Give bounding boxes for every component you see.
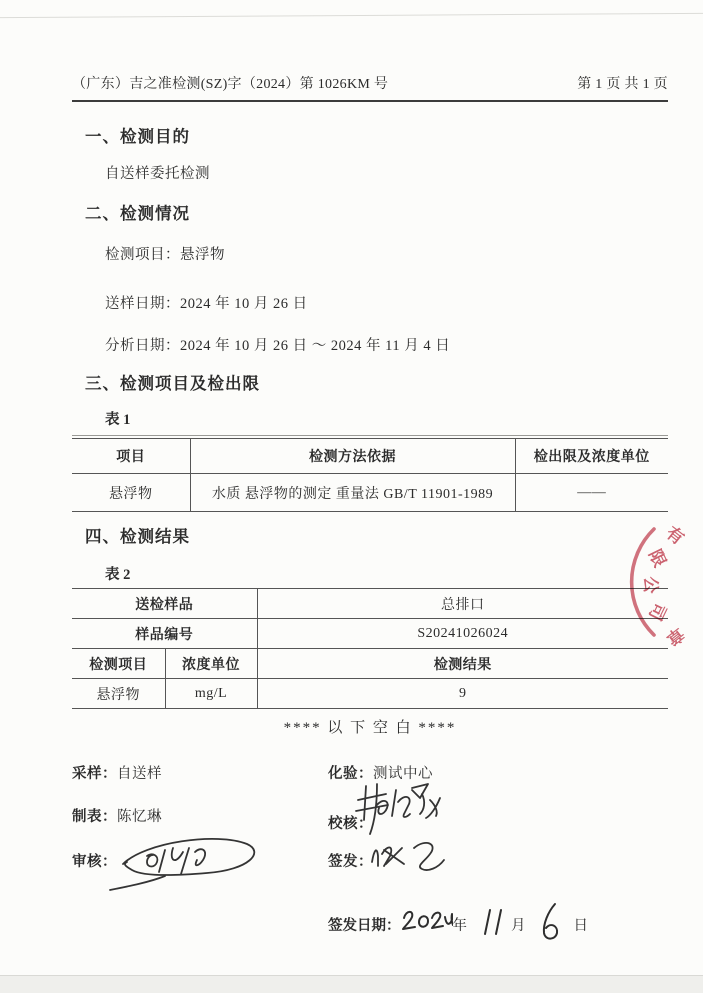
sampling-line — [72, 762, 162, 783]
sample-date-line: 送样日期：2024 年 10 月 26 日 — [105, 296, 308, 312]
table1-data-row — [72, 474, 668, 512]
seal-char: 公 — [641, 576, 660, 594]
issue-date-line — [328, 888, 588, 935]
table1-col-limit: 检出限及浓度单位 — [515, 439, 668, 474]
result-data-row — [72, 679, 668, 709]
table1-col-method: 检测方法依据 — [190, 439, 515, 474]
table1-col-item: 项目 — [72, 439, 190, 474]
company-seal-stamp — [614, 497, 703, 675]
check-signature — [352, 780, 448, 838]
seal-char: 司 — [645, 599, 670, 624]
issue-label: 签发： — [328, 854, 373, 870]
issue-signature — [366, 836, 450, 874]
sampling-label: 采样： — [72, 766, 117, 782]
table1-label: 表 1 — [105, 412, 131, 428]
sample-code-label: 样品编号 — [72, 619, 257, 649]
result-col-item: 检测项目 — [72, 649, 165, 679]
section4-title: 四、检测结果 — [85, 527, 190, 546]
seal-char: 限 — [645, 546, 670, 571]
seal-char: 章 — [662, 623, 688, 649]
table1-item-cell: 悬浮物 — [72, 474, 190, 512]
check-label: 校核： — [328, 816, 373, 832]
sample-code-value: S20241026024 — [257, 619, 668, 649]
result-value-cell: 9 — [257, 679, 668, 709]
review-signature — [95, 826, 267, 894]
document-number: （广东）吉之准检测(SZ)字（2024）第 1026KM 号 — [72, 77, 389, 92]
day-unit: 日 — [573, 918, 588, 934]
issue-year-handwritten — [401, 902, 453, 935]
detection-limit-table — [72, 438, 668, 512]
review-label: 审核： — [72, 854, 117, 870]
test-item-line: 检测项目：悬浮物 — [105, 247, 225, 263]
page-counter: 第 1 页 共 1 页 — [577, 77, 668, 92]
result-table — [72, 588, 668, 709]
tabulation-label: 制表： — [72, 809, 117, 825]
sample-code-row — [72, 619, 668, 649]
section2-title: 二、检测情况 — [85, 204, 190, 223]
section1-title: 一、检测目的 — [85, 127, 190, 146]
blank-below-notice: **** 以 下 空 白 **** — [283, 720, 457, 736]
lab-label: 化验： — [328, 766, 373, 782]
month-unit: 月 — [511, 918, 526, 934]
lab-value: 测试中心 — [373, 766, 433, 782]
result-item-cell: 悬浮物 — [72, 679, 165, 709]
result-unit-cell: mg/L — [165, 679, 257, 709]
table1-method-cell: 水质 悬浮物的测定 重量法 GB/T 11901-1989 — [190, 474, 515, 512]
table2-label: 表 2 — [105, 567, 131, 583]
table1-header-row — [72, 439, 668, 474]
sample-name-label: 送检样品 — [72, 589, 257, 619]
table1-limit-cell: —— — [515, 474, 668, 512]
result-header-row — [72, 649, 668, 679]
issue-month-handwritten — [477, 902, 511, 935]
year-unit: 年 — [452, 918, 467, 934]
issue-day-handwritten — [534, 888, 574, 935]
tabulation-value: 陈忆琳 — [117, 809, 162, 825]
sample-name-value: 总排口 — [257, 589, 668, 619]
section1-body: 自送样委托检测 — [105, 166, 210, 182]
section3-title: 三、检测项目及检出限 — [85, 374, 260, 393]
issue-date-label: 签发日期： — [328, 918, 401, 934]
analysis-date-line: 分析日期：2024 年 10 月 26 日 ～ 2024 年 11 月 4 日 — [105, 338, 451, 354]
result-col-unit: 浓度单位 — [165, 649, 257, 679]
tabulation-line — [72, 805, 162, 826]
sampling-value: 自送样 — [117, 766, 162, 782]
page-header — [72, 73, 668, 102]
sample-name-row — [72, 589, 668, 619]
seal-char: 有 — [662, 523, 688, 549]
scan-edge-bottom — [0, 975, 703, 993]
result-col-result: 检测结果 — [257, 649, 668, 679]
